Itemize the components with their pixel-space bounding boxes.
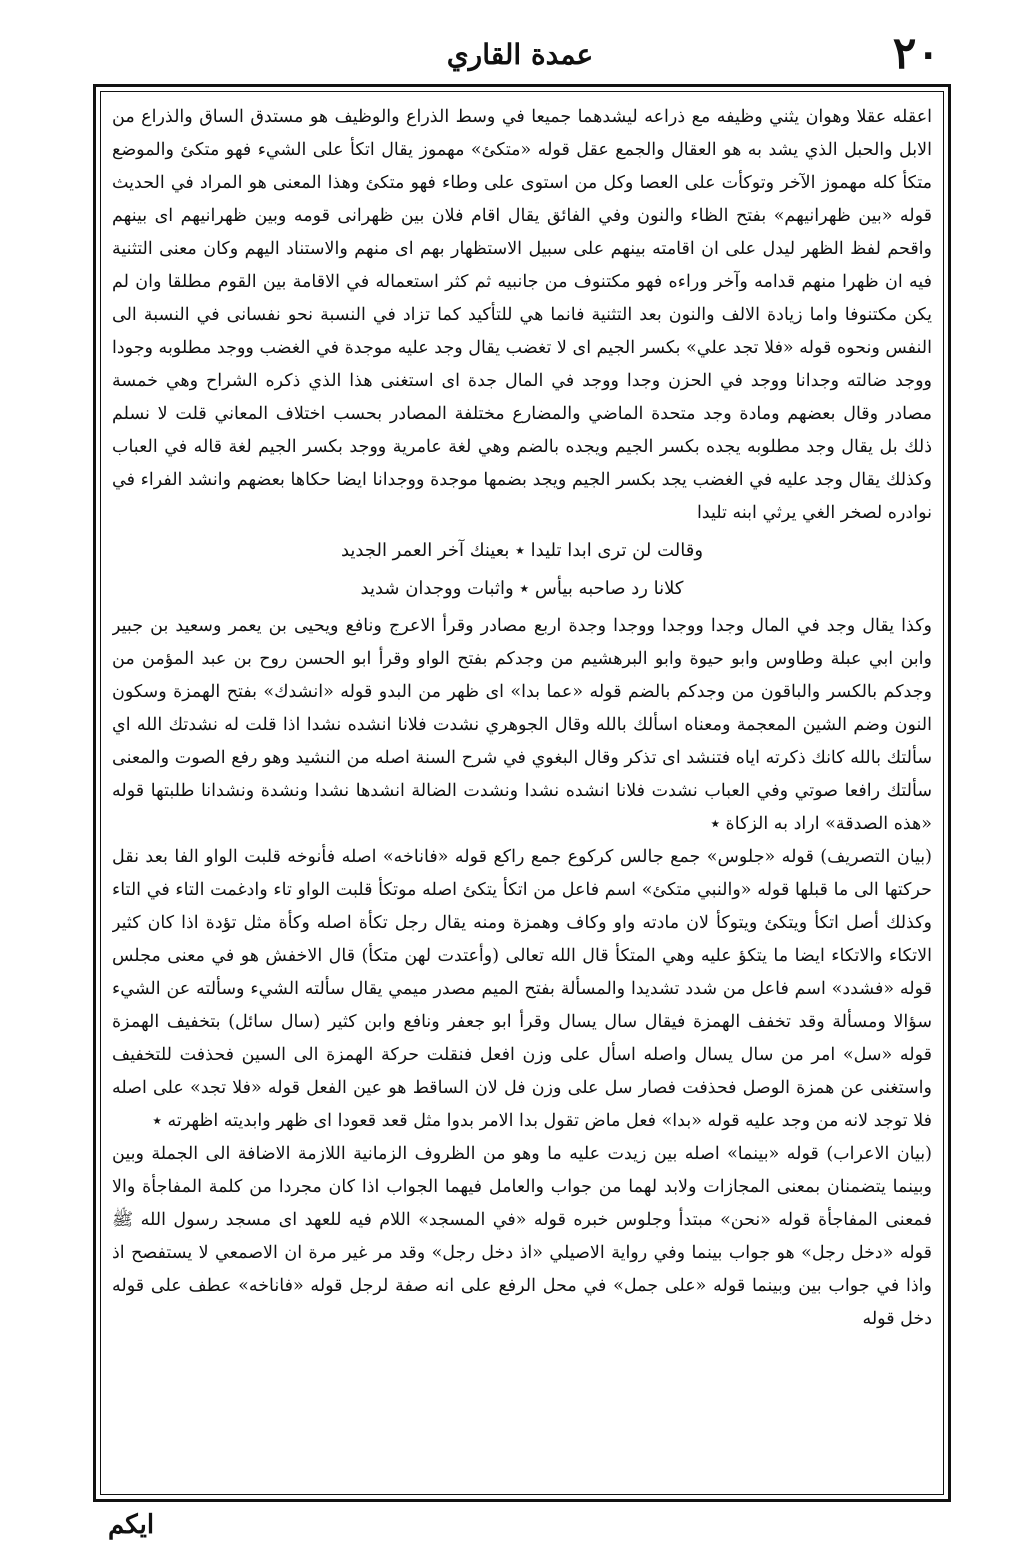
catchword: ايكم xyxy=(108,1510,155,1540)
main-text xyxy=(112,101,932,1491)
page-header xyxy=(90,30,950,84)
verse-block xyxy=(112,532,932,608)
paragraph: (بيان التصريف) قوله «جلوس» جمع جالس كركوع جمع راكع قوله «فاناخه» اصله فأنوخه قلبت الواو الفا بعد نقل حركتها الى ما قبلها قوله «والنبي متكئ» اسم فاعل من اتكأ يتكئ اصله موتكأ قلبت الواو تاء وادغمت التاء في التاء وكذلك أصل اتكأ ويتكئ ويتوكأ لان مادته واو وكاف وهمزة ومنه يقال رجل تكأة اصله وكأة مثل تؤدة اذا كان كثير الاتكاء والاتكاء ايضا ما يتكؤ عليه وهي المتكأ قال الله تعالى (وأعتدت لهن متكأ) قال الاخفش هو في معنى مجلس قوله «فشدد» اسم فاعل من شدد تشديدا والمسألة بفتح الميم مصدر ميمي يقال سألته الشيء وسألته عن الشيء سؤالا ومسألة وقد تخفف الهمزة فيقال سال يسال وقرأ ابو جعفر ونافع وابن كثير (سال سائل) بتخفيف الهمزة قوله «سل» امر من سال يسال واصله اسأل على وزن افعل فنقلت حركة الهمزة الى السين فحذفت للتخفيف واستغنى عن همزة الوصل فحذفت فصار سل على وزن فل لان الساقط هو عين الفعل قوله «فلا تجد» على اصله فلا توجد لانه من وجد عليه قوله «بدا» فعل ماض تقول بدا الامر بدوا مثل قعد قعودا اى ظهر وابديته اظهرته ٭ xyxy=(112,847,932,1131)
paragraph: (بيان الاعراب) قوله «بينما» اصله بين زيدت عليه ما وهو من الظروف الزمانية اللازمة الاضافة الى الجملة وبين وبينما يتضمنان بمعنى المجازات ولابد لهما من جواب والعامل فيهما الجواب اذا كان مجردا من كلمة المفاجأة والا فمعنى المفاجأة قوله «نحن» مبتدأ وجلوس خبره قوله «في المسجد» اللام فيه للعهد اى مسجد رسول الله ﷺ قوله «دخل رجل» هو جواب بينما وفي رواية الاصيلي «اذ دخل رجل» وقد مر غير مرة ان الاصمعي لا يستفصح اذ واذا في جواب بين وبينما قوله «على جمل» في محل الرفع على انه صفة لرجل قوله «فاناخه» عطف على قوله دخل قوله xyxy=(112,1144,932,1329)
running-title: عمدة القاري xyxy=(446,38,594,71)
page-number: ٢٠ xyxy=(892,28,940,79)
paragraph: اعقله عقلا وهوان يثني وظيفه مع ذراعه ليشدهما جميعا في وسط الذراع والوظيف هو مستدق الساق والذراع من الابل والحبل الذي يشد به هو العقال والجمع عقل قوله «متكئ» مهموز يقال اتكأ على الشيء فهو متكئ والموضع متكأ كله مهموز الآخر وتوكأت على العصا وكل من استوى على وطاء فهو متكئ وهذا المعنى هو المراد في الحديث قوله «بين ظهرانيهم» بفتح الظاء والنون وفي الفائق يقال اقام فلان بين ظهرانى قومه وبين ظهرانيهم اى بينهم واقحم لفظ الظهر ليدل على ان اقامته بينهم على سبيل الاستظهار بهم اى منهم والاستناد اليهم وكان معنى التثنية فيه ان ظهرا منهم قدامه وآخر وراءه فهو مكتنوف من جانبيه ثم كثر استعماله في الاقامة بين القوم مطلقا وان لم يكن مكتنوفا واما زيادة الالف والنون بعد التثنية فانما هي للتأكيد كما تزاد في النسبة نحو نفسانى في النسبة الى النفس ونحوه قوله «فلا تجد علي» بكسر الجيم اى لا تغضب يقال وجد عليه موجدة في الغضب ووجد مطلوبه وجودا ووجد ضالته وجدانا ووجد في الحزن وجدا ووجد في المال جدة اى استغنى هذا الذي ذكره الشراح وهي خمسة مصادر وقال بعضهم ومادة وجد متحدة الماضي والمضارع مختلفة المصادر بحسب اختلاف المعاني قلت لا نسلم ذلك بل يقال وجد مطلوبه يجده بكسر الجيم ويجده بالضم وهي لغة عامرية ووجد بكسر الجيم لغة قاله في العباب وكذلك يقال وجد عليه في الغضب يجد بكسر الجيم ويجد بضمها موجدة ووجدانا ايضا حكاها بعضهم وانشد الفراء في نوادره لصخر الغي يرثي ابنه تليدا xyxy=(112,107,932,523)
verse-line: كلانا رد صاحبه بيأس ٭ واثبات ووجدان شديد xyxy=(360,578,684,599)
text-frame xyxy=(93,84,951,1502)
verse-line: وقالت لن ترى ابدا تليدا ٭ بعينك آخر العمر الجديد xyxy=(340,540,704,561)
paragraph: وكذا يقال وجد في المال وجدا ووجدا ووجدا وجدة اربع مصادر وقرأ الاعرج ونافع ويحيى بن يعمر وسعيد بن جبير وابن ابي عبلة وطاوس وابو حيوة وابو البرهشيم من وجدكم بفتح الواو وقرأ ابو الحسن روح بن عبد المؤمن من وجدكم بالكسر والباقون من وجدكم بالضم قوله «عما بدا» اى ظهر من البدو قوله «انشدك» بفتح الهمزة وسكون النون وضم الشين المعجمة ومعناه اسألك بالله وقال الجوهري نشدت فلانا انشده نشدا اذا قلت له نشدتك الله اي سألتك بالله كانك ذكرته اياه فتنشد اى تذكر وقال البغوي في شرح السنة اصله من النشيد وهو رفع الصوت والمعنى سألتك رافعا صوتي وفي العباب نشدت فلانا انشده نشدا ونشدت الضالة انشدها نشدا ونشدة ونشدانا طلبتها قوله «هذه الصدقة» اراد به الزكاة ٭ xyxy=(112,616,932,834)
